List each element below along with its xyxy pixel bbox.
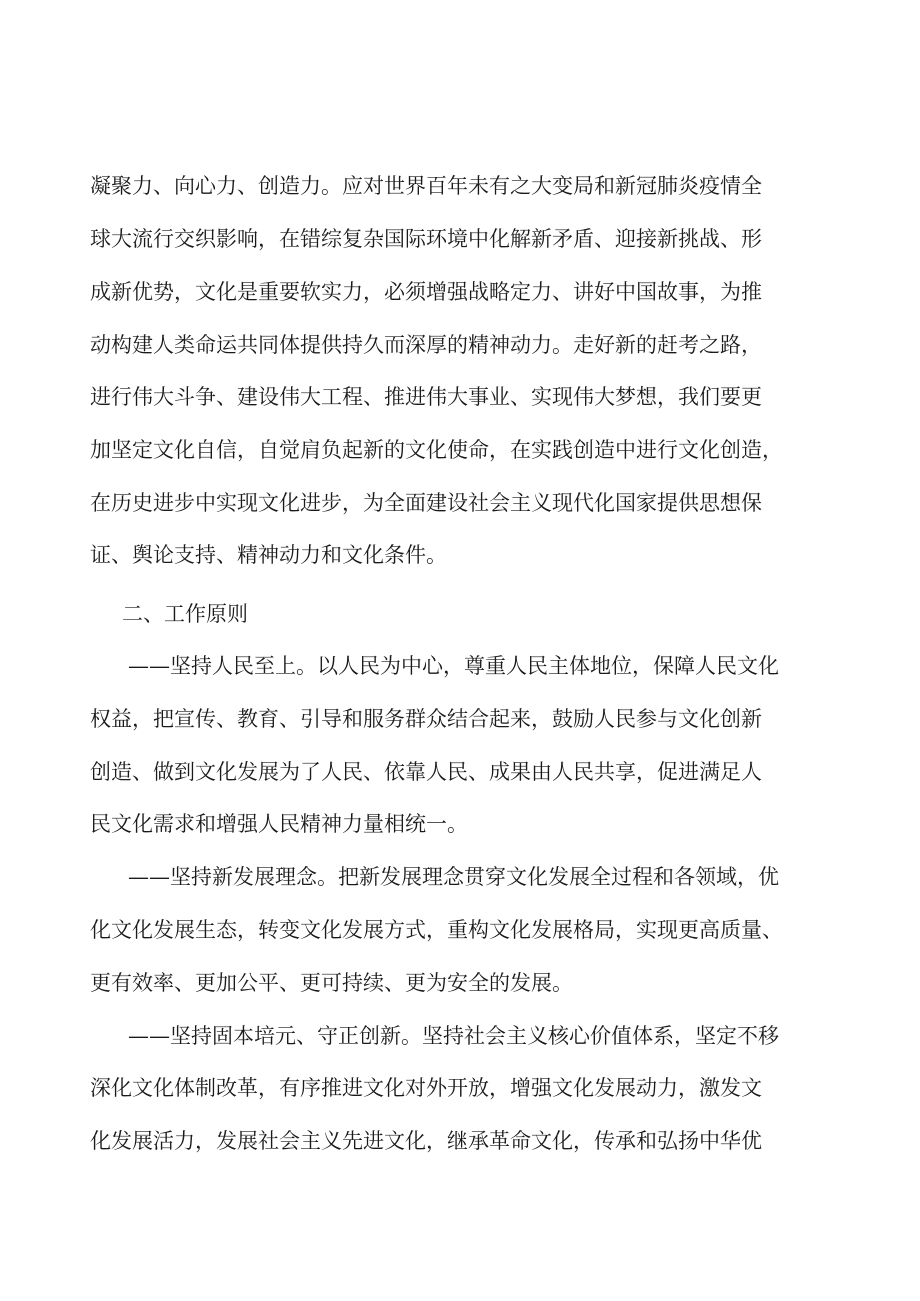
text-line: 化文化发展生态，转变文化发展方式，重构文化发展格局，实现更高质量、 [90,918,783,942]
principle-item-start: ——坚持新发展理念。把新发展理念贯穿文化发展全过程和各领域，优 [128,865,779,889]
text-line: 民文化需求和增强人民精神力量相统一。 [90,812,468,836]
principle-item-start: ——坚持固本培元、守正创新。坚持社会主义核心价值体系，坚定不移 [128,1024,779,1048]
text-line: 更有效率、更加公平、更可持续、更为安全的发展。 [90,971,573,995]
text-line: 在历史进步中实现文化进步，为全面建设社会主义现代化国家提供思想保 [90,491,762,515]
principle-item-start: ——坚持人民至上。以人民为中心，尊重人民主体地位，保障人民文化 [128,654,779,678]
text-line: 成新优势，文化是重要软实力，必须增强战略定力、讲好中国故事，为推 [90,280,762,304]
text-line: 证、舆论支持、精神动力和文化条件。 [90,543,447,567]
text-line: 凝聚力、向心力、创造力。应对世界百年未有之大变局和新冠肺炎疫情全 [90,174,762,198]
text-line: 化发展活力，发展社会主义先进文化，继承革命文化，传承和弘扬中华优 [90,1129,762,1153]
section-heading: 二、工作原则 [122,602,248,626]
text-line: 创造、做到文化发展为了人民、依靠人民、成果由人民共享，促进满足人 [90,760,762,784]
text-line: 深化文化体制改革，有序推进文化对外开放，增强文化发展动力，激发文 [90,1076,762,1100]
text-line: 权益，把宣传、教育、引导和服务群众结合起来，鼓励人民参与文化创新 [90,707,762,731]
text-line: 进行伟大斗争、建设伟大工程、推进伟大事业、实现伟大梦想，我们要更 [90,385,762,409]
text-line: 球大流行交织影响，在错综复杂国际环境中化解新矛盾、迎接新挑战、形 [90,227,762,251]
text-line: 动构建人类命运共同体提供持久而深厚的精神动力。走好新的赶考之路， [90,333,762,357]
text-line: 加坚定文化自信，自觉肩负起新的文化使命，在实践创造中进行文化创造， [90,438,783,462]
